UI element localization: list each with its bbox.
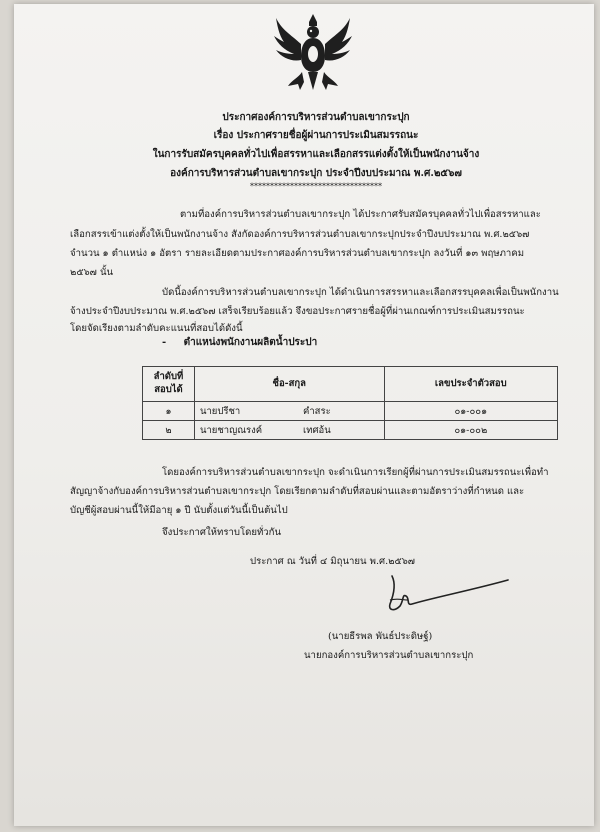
- signer-title: นายกองค์การบริหารส่วนตำบลเขากระปุก: [304, 650, 474, 661]
- position-heading: [162, 335, 317, 350]
- paragraph-2-line-3: โดยจัดเรียงตามลำดับคะแนนที่สอบได้ดังนี้: [70, 323, 243, 334]
- table-header-row: [143, 367, 558, 402]
- cell-exam-id: ๐๑-๐๐๒: [384, 421, 557, 440]
- paragraph-1-line-3: จำนวน ๑ ตำแหน่ง ๑ อัตรา รายละเอียดตามประกาศองค์การบริหารส่วนตำบลเขากระปุก ลงวันที่ ๑๓ พฤษภาคม: [70, 248, 525, 259]
- cell-last-name: เทศอ้น: [302, 424, 331, 436]
- header-divider: *********************************: [250, 182, 382, 191]
- position-bullet: -: [162, 337, 167, 348]
- cell-name: [194, 402, 384, 421]
- col-header-rank-label: ลำดับที่ สอบได้: [153, 371, 184, 395]
- col-header-rank: [143, 367, 195, 402]
- position-title: ตำแหน่งพนักงานผลิตน้ำประปา: [183, 337, 318, 348]
- paragraph-2-line-2: จ้างประจำปีงบประมาณ พ.ศ.๒๕๖๗ เสร็จเรียบร้อยแล้ว จึงขอประกาศรายชื่อผู้ที่ผ่านเกณฑ์การประเมินสมรรถนะ: [70, 306, 525, 317]
- subject-organization-line: องค์การบริหารส่วนตำบลเขากระปุก ประจำปีงบประมาณ พ.ศ.๒๕๖๗: [170, 168, 462, 179]
- cell-last-name: คำสระ: [302, 405, 331, 417]
- cell-rank: ๒: [143, 421, 195, 440]
- signature: [372, 570, 512, 620]
- paragraph-1-line-2: เลือกสรรเข้าแต่งตั้งให้เป็นพนักงานจ้าง สังกัดองค์การบริหารส่วนตำบลเขากระปุกประจำปีงบประมาณ พ.ศ.๒๕๖๗: [70, 229, 530, 240]
- cell-exam-id: ๐๑-๐๐๑: [384, 402, 557, 421]
- subject-detail-line: ในการรับสมัครบุคคลทั่วไปเพื่อสรรหาและเลือกสรรแต่งตั้งให้เป็นพนักงานจ้าง: [152, 149, 480, 160]
- cell-first-name: นายชาญณรงค์: [199, 424, 263, 436]
- announcement-title: ประกาศองค์การบริหารส่วนตำบลเขากระปุก: [222, 112, 410, 123]
- announcement-date: ประกาศ ณ วันที่ ๔ มิถุนายน พ.ศ.๒๕๖๗: [250, 556, 416, 567]
- subject-line: เรื่อง ประกาศรายชื่อผู้ผ่านการประเมินสมรรถนะ: [213, 130, 419, 141]
- paragraph-3-line-1: โดยองค์การบริหารส่วนตำบลเขากระปุก จะดำเนินการเรียกผู้ที่ผ่านการประเมินสมรรถนะเพื่อทำ: [162, 467, 549, 478]
- table-row: [143, 421, 558, 440]
- col-header-exam-id: เลขประจำตัวสอบ: [384, 367, 557, 402]
- paragraph-3-line-3: บัญชีผู้สอบผ่านนี้ให้มีอายุ ๑ ปี นับตั้งแต่วันนี้เป็นต้นไป: [70, 505, 288, 516]
- garuda-emblem-icon: [272, 10, 354, 98]
- cell-name: [194, 421, 384, 440]
- announce-line: จึงประกาศให้ทราบโดยทั่วกัน: [162, 527, 282, 538]
- cell-rank: ๑: [143, 402, 195, 421]
- document-page: [14, 4, 594, 826]
- paragraph-1-line-4: ๒๕๖๗ นั้น: [70, 267, 114, 278]
- table-row: [143, 402, 558, 421]
- col-header-name: ชื่อ-สกุล: [194, 367, 384, 402]
- paragraph-3-line-2: สัญญาจ้างกับองค์การบริหารส่วนตำบลเขากระปุก โดยเรียกตามลำดับที่สอบผ่านและตามอัตราว่างที่กำหนด และ: [70, 486, 525, 497]
- signer-name: (นายธีรพล พันธ์ประดิษฐ์): [328, 631, 433, 642]
- paragraph-1-line-1: ตามที่องค์การบริหารส่วนตำบลเขากระปุก ได้ประกาศรับสมัครบุคคลทั่วไปเพื่อสรรหาและ: [180, 209, 541, 220]
- cell-first-name: นายปรีชา: [199, 405, 241, 417]
- paragraph-2-line-1: บัดนี้องค์การบริหารส่วนตำบลเขากระปุก ได้ดำเนินการสรรหาและเลือกสรรบุคคลเพื่อเป็นพนักงาน: [162, 287, 559, 298]
- results-table: [142, 366, 558, 440]
